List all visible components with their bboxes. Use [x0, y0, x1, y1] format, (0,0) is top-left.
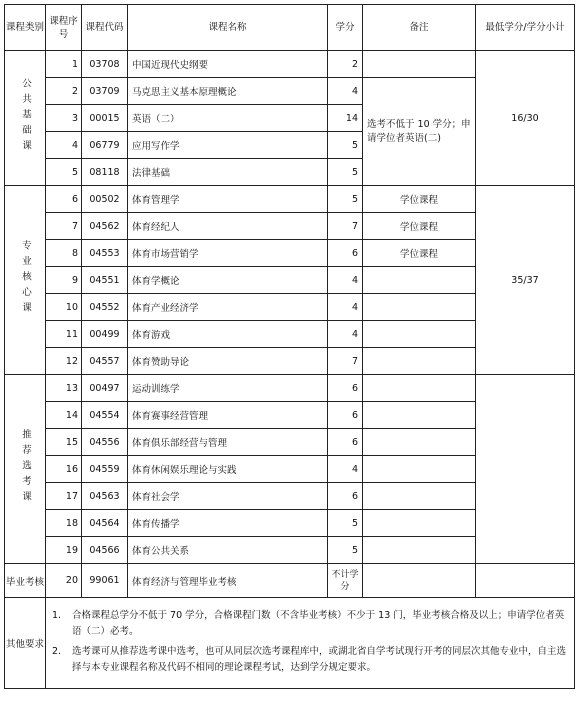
course-seq: 7: [46, 213, 82, 240]
course-credit: 6: [328, 375, 363, 402]
other-requirements-text: [46, 598, 575, 689]
course-credit: 5: [328, 510, 363, 537]
course-credit: 5: [328, 537, 363, 564]
table-row: [5, 51, 575, 78]
course-remark: [363, 375, 476, 402]
course-credit: 5: [328, 132, 363, 159]
course-name: 体育公共关系: [128, 537, 328, 564]
graduation-code: 99061: [82, 564, 128, 598]
course-seq: 12: [46, 348, 82, 375]
course-credit: 6: [328, 402, 363, 429]
course-seq: 10: [46, 294, 82, 321]
course-remark: [363, 483, 476, 510]
header-credit: 学分: [328, 5, 363, 51]
header-remark: 备注: [363, 5, 476, 51]
course-remark: [363, 510, 476, 537]
course-name: 应用写作学: [128, 132, 328, 159]
course-name: 运动训练学: [128, 375, 328, 402]
course-seq: 17: [46, 483, 82, 510]
course-name: 中国近现代史纲要: [128, 51, 328, 78]
course-code: 08118: [82, 159, 128, 186]
course-code: 03708: [82, 51, 128, 78]
course-code: 04551: [82, 267, 128, 294]
course-credit: 4: [328, 321, 363, 348]
course-remark: [363, 348, 476, 375]
course-name: 马克思主义基本原理概论: [128, 78, 328, 105]
course-code: 04559: [82, 456, 128, 483]
course-code: 00015: [82, 105, 128, 132]
header-code: 课程代码: [82, 5, 128, 51]
header-name: 课程名称: [128, 5, 328, 51]
course-code: 04554: [82, 402, 128, 429]
course-credit: 4: [328, 267, 363, 294]
course-seq: 3: [46, 105, 82, 132]
course-remark: 学位课程: [363, 186, 476, 213]
table-row: [5, 186, 575, 213]
course-credit: 14: [328, 105, 363, 132]
course-name: 体育市场营销学: [128, 240, 328, 267]
group-elective-label: [5, 375, 46, 564]
course-remark: [363, 51, 476, 78]
course-remark: [363, 321, 476, 348]
course-name: 法律基础: [128, 159, 328, 186]
group-core-label: [5, 186, 46, 375]
course-credit: 7: [328, 213, 363, 240]
other-requirements-row: [5, 598, 575, 689]
course-name: 体育传播学: [128, 510, 328, 537]
group-public-label: [5, 51, 46, 186]
course-credit: 5: [328, 186, 363, 213]
course-seq: 2: [46, 78, 82, 105]
course-seq: 14: [46, 402, 82, 429]
header-category: 课程类别: [5, 5, 46, 51]
group-elective-label-text: 推荐选考课: [20, 428, 31, 507]
course-seq: 15: [46, 429, 82, 456]
graduation-subtotal: [476, 564, 575, 598]
course-code: 04556: [82, 429, 128, 456]
course-name: 体育社会学: [128, 483, 328, 510]
table-row: [5, 375, 575, 402]
course-credit: 6: [328, 429, 363, 456]
course-name: 体育俱乐部经营与管理: [128, 429, 328, 456]
course-credit: 4: [328, 78, 363, 105]
course-name: 体育赛事经营管理: [128, 402, 328, 429]
course-seq: 9: [46, 267, 82, 294]
course-credit: 4: [328, 294, 363, 321]
course-name: 体育赞助导论: [128, 348, 328, 375]
course-seq: 18: [46, 510, 82, 537]
course-credit: 7: [328, 348, 363, 375]
header-seq: 课程序号: [46, 5, 82, 51]
graduation-name: 体育经济与管理毕业考核: [128, 564, 328, 598]
course-remark: [363, 402, 476, 429]
course-credit: 6: [328, 240, 363, 267]
course-code: 04566: [82, 537, 128, 564]
course-name: 体育游戏: [128, 321, 328, 348]
group-public-subtotal: 16/30: [476, 51, 575, 186]
course-seq: 19: [46, 537, 82, 564]
course-code: 00499: [82, 321, 128, 348]
course-remark: 学位课程: [363, 240, 476, 267]
requirement-number: 2.: [52, 646, 62, 657]
public-note: 选考不低于 10 学分；申请学位者英语(二): [363, 78, 476, 186]
requirement-number: 1.: [52, 610, 62, 621]
group-public-label-text: 公共基础课: [20, 77, 31, 156]
group-elective-subtotal: [476, 375, 575, 564]
course-remark: [363, 429, 476, 456]
other-requirements-label: 其他要求: [5, 598, 46, 689]
curriculum-table: [4, 4, 575, 689]
requirement-text: 合格课程总学分不低于 70 学分，合格课程门数（不含毕业考核）不少于 13 门，毕业考核合格及以上；申请学位者英语（二）必考。: [72, 610, 565, 637]
course-code: 04562: [82, 213, 128, 240]
course-seq: 8: [46, 240, 82, 267]
course-code: 04557: [82, 348, 128, 375]
course-seq: 11: [46, 321, 82, 348]
requirement-item: [52, 608, 568, 640]
course-code: 04553: [82, 240, 128, 267]
group-core-subtotal: 35/37: [476, 186, 575, 375]
course-name: 体育管理学: [128, 186, 328, 213]
group-graduation-label: 毕业考核: [5, 564, 46, 598]
graduation-credit: 不计学分: [328, 564, 363, 598]
course-seq: 16: [46, 456, 82, 483]
course-code: 04552: [82, 294, 128, 321]
course-name: 体育学概论: [128, 267, 328, 294]
course-name: 英语（二）: [128, 105, 328, 132]
course-code: 03709: [82, 78, 128, 105]
course-name: 体育产业经济学: [128, 294, 328, 321]
course-code: 00497: [82, 375, 128, 402]
course-code: 00502: [82, 186, 128, 213]
course-seq: 4: [46, 132, 82, 159]
course-credit: 4: [328, 456, 363, 483]
course-code: 04563: [82, 483, 128, 510]
group-core-label-text: 专业核心课: [20, 239, 31, 318]
course-remark: 学位课程: [363, 213, 476, 240]
course-code: 04564: [82, 510, 128, 537]
course-credit: 5: [328, 159, 363, 186]
graduation-row: [5, 564, 575, 598]
header-min-credit: 最低学分/学分小计: [476, 5, 575, 51]
course-remark: [363, 456, 476, 483]
requirement-item: [52, 644, 568, 676]
course-credit: 2: [328, 51, 363, 78]
course-name: 体育休闲娱乐理论与实践: [128, 456, 328, 483]
course-remark: [363, 537, 476, 564]
requirement-text: 选考课可从推荐选考课中选考，也可从同层次选考课程库中，或湖北省自学考试现行开考的同层次其他专业中，自主选择与本专业课程名称及代码不相同的理论课程考试，达到学分规定要求。: [72, 646, 567, 673]
course-remark: [363, 294, 476, 321]
course-name: 体育经纪人: [128, 213, 328, 240]
course-credit: 6: [328, 483, 363, 510]
course-remark: [363, 267, 476, 294]
course-seq: 6: [46, 186, 82, 213]
graduation-remark: [363, 564, 476, 598]
course-seq: 13: [46, 375, 82, 402]
course-code: 06779: [82, 132, 128, 159]
course-seq: 5: [46, 159, 82, 186]
course-seq: 1: [46, 51, 82, 78]
graduation-seq: 20: [46, 564, 82, 598]
